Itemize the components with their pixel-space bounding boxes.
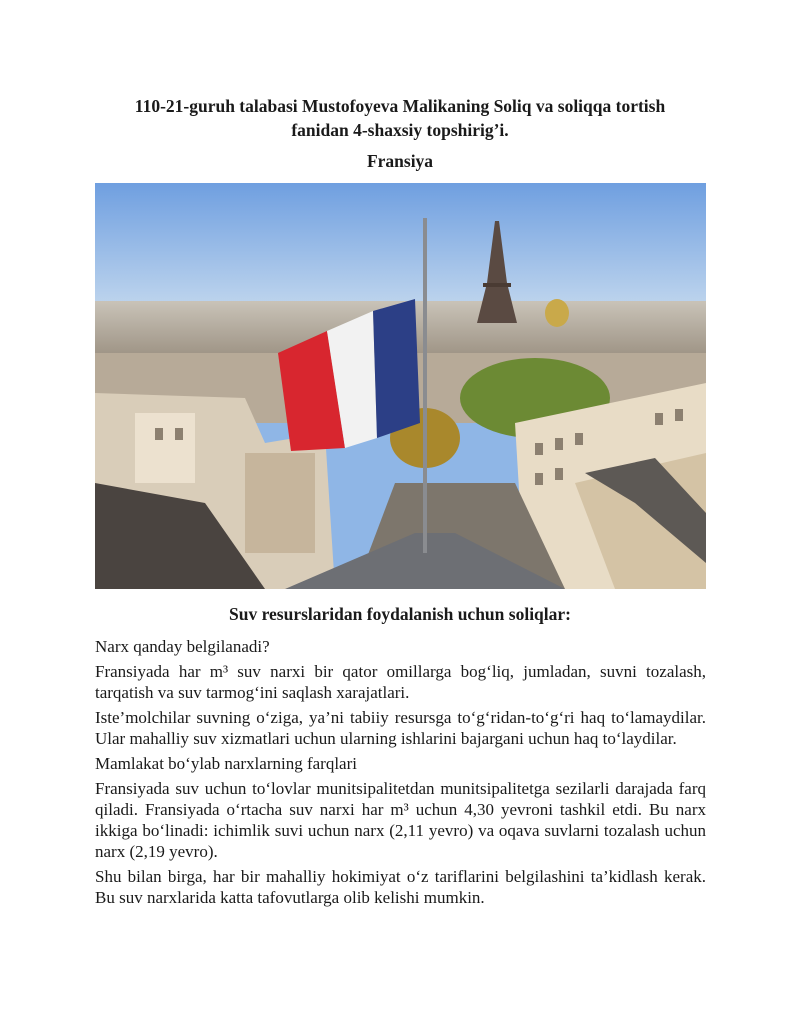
title-line-2: fanidan 4-shaxsiy topshirig’i. bbox=[291, 120, 509, 140]
paris-flag-photo bbox=[95, 183, 706, 589]
paragraph-3: Iste’molchilar suvning o‘ziga, ya’ni tabiiy resursga to‘g‘ridan-to‘g‘ri haq to‘lamaydilar. Ular mahalliy suv xizmatlari uchun ularning ishlarini bajargani uchun haq to‘laydilar. bbox=[95, 708, 706, 748]
paragraph-4: Mamlakat bo‘ylab narxlarning farqlari bbox=[95, 754, 357, 773]
paragraph-5: Fransiyada suv uchun to‘lovlar munitsipalitetdan munitsipalitetga sezilarli darajada farq qiladi. Fransiyada o‘rtacha suv narxi har m³ uchun 4,30 yevroni tashkil etdi. Bu narx ikkiga bo‘linadi: ichimlik suvi uchun narx (2,11 yevro) va oqava suvlarni tozalash uchun narx (2,19 yevro). bbox=[95, 779, 706, 861]
paragraph-2: Fransiyada har m³ suv narxi bir qator omillarga bog‘liq, jumladan, suvni tozalash, tarqatish va suv tarmog‘ini saqlash xarajatlari. bbox=[95, 662, 706, 702]
country-heading: Fransiya bbox=[366, 151, 434, 171]
paragraph-6: Shu bilan birga, har bir mahalliy hokimiyat o‘z tariflarini belgilashini ta’kidlash kerak. Bu suv narxlarida katta tafovutlarga olib kelishi mumkin. bbox=[95, 867, 706, 907]
title-line-1: 110-21-guruh talabasi Mustofoyeva Malikaning Soliq va soliqqa tortish bbox=[134, 96, 666, 116]
paragraph-1: Narx qanday belgilanadi? bbox=[95, 637, 270, 656]
section-heading: Suv resurslaridan foydalanish uchun soliqlar: bbox=[229, 604, 571, 624]
document-title bbox=[95, 94, 705, 142]
document-body bbox=[95, 636, 706, 912]
